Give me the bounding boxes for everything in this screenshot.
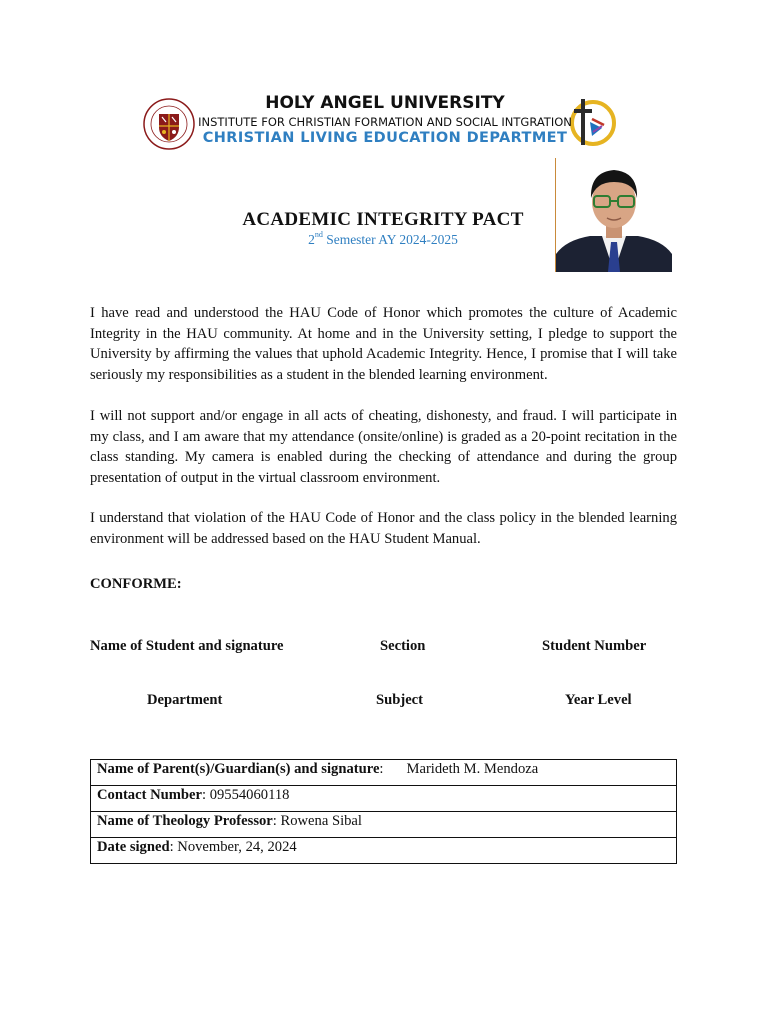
parent-value: Marideth M. Mendoza <box>406 761 539 777</box>
pledge-paragraph-3: I understand that violation of the HAU Code of Honor and the class policy in the blended learning environment will be addressed based on the HAU Student Manual. <box>90 510 677 547</box>
contact-label: Contact Number <box>97 787 202 803</box>
table-row <box>91 838 677 864</box>
professor-cell: Name of Theology Professor: Rowena Sibal <box>91 812 677 838</box>
date-cell: Date signed: November, 24, 2024 <box>91 838 677 864</box>
subject-label: Subject <box>376 692 424 708</box>
pledge-paragraph-2: I will not support and/or engage in all acts of cheating, dishonesty, and fraud. I will participate in my class, and I am aware that my attendance (onsite/online) is graded as a 20-point recitation in the class standing. My camera is enabled during the checking of attendance and during the group presentation of output in the virtual classroom environment. <box>90 408 677 486</box>
table-row <box>91 812 677 838</box>
year-level-label: Year Level <box>565 692 632 708</box>
semester-rest: Semester AY 2024-2025 <box>322 232 458 247</box>
professor-value: Rowena Sibal <box>280 813 362 829</box>
table-row <box>91 760 677 786</box>
conforme-label: CONFORME: <box>90 576 182 592</box>
document-title: ACADEMIC INTEGRITY PACT <box>242 209 524 230</box>
institute-name: INSTITUTE FOR CHRISTIAN FORMATION AND SOCIAL INTGRATION <box>198 115 572 129</box>
parent-cell: Name of Parent(s)/Guardian(s) and signature: Marideth M. Mendoza <box>91 760 677 786</box>
university-name: HOLY ANGEL UNIVERSITY <box>265 93 505 113</box>
university-seal-icon <box>143 97 195 151</box>
semester-label <box>160 232 606 248</box>
student-number-label: Student Number <box>542 638 647 654</box>
semester-ordinal: 2 <box>308 232 315 247</box>
department-label: Department <box>147 692 223 708</box>
date-label: Date signed <box>97 839 170 855</box>
student-name-signature-label: Name of Student and signature <box>90 638 284 654</box>
date-value: November, 24, 2024 <box>177 839 297 855</box>
pledge-paragraph-1: I have read and understood the HAU Code of Honor which promotes the culture of Academic Integrity in the HAU community. At home and in the University setting, I pledge to support the University by affirming the values that uphold Academic Integrity. Hence, I promise that I will take seriously my responsibilities as a student in the blended learning environment. <box>90 305 677 383</box>
contact-value: 09554060118 <box>209 787 290 803</box>
department-name: CHRISTIAN LIVING EDUCATION DEPARTMET <box>202 130 568 146</box>
semester-ordinal-suffix: nd <box>314 230 323 239</box>
section-label: Section <box>380 638 426 654</box>
table-row <box>91 786 677 812</box>
professor-label: Name of Theology Professor <box>97 813 273 829</box>
parent-label: Name of Parent(s)/Guardian(s) and signature <box>97 761 380 777</box>
guardian-info-table <box>90 759 677 864</box>
contact-cell: Contact Number: 09554060118 <box>91 786 677 812</box>
